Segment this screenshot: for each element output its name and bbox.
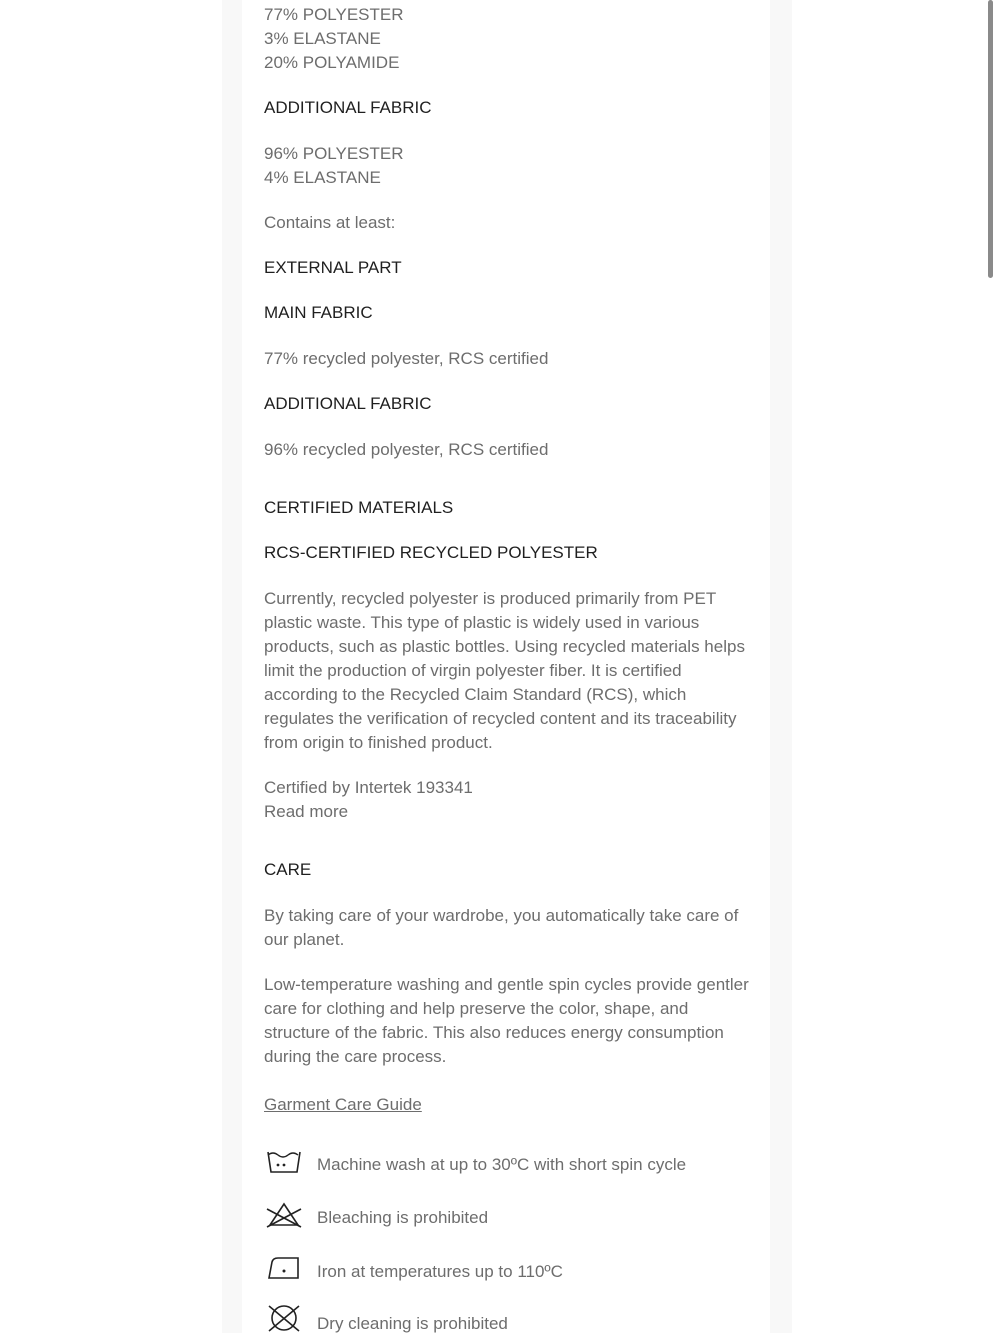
certified-materials-heading: CERTIFIED MATERIALS	[264, 498, 454, 517]
scrollbar-thumb[interactable]	[988, 0, 993, 278]
machine-wash-30-icon	[264, 1146, 304, 1182]
recycled-polyester-description: Currently, recycled polyester is produced primarily from PET plastic waste. This type of plastic is widely used in various products, such as plastic bottles. Using recycled materials helps limit the production of virgin polyester fiber. It is certified according to the Recycled Claim Standard (RCS), which regulates the verification of recycled content and its traceability from origin to finished product.	[264, 589, 745, 752]
care-instruction-text: Machine wash at up to 30ºC with short spin cycle	[317, 1155, 687, 1174]
additional-fabric-heading: ADDITIONAL FABRIC	[264, 98, 432, 117]
care-intro-text: By taking care of your wardrobe, you automatically take care of our planet.	[264, 906, 739, 949]
care-details-text: Low-temperature washing and gentle spin cycles provide gentler care for clothing and help preserve the color, shape, and structure of the fabric. This also reduces energy consumption during the care process.	[264, 975, 749, 1066]
contains-at-least-label: Contains at least:	[264, 213, 396, 232]
care-heading: CARE	[264, 860, 312, 879]
scrollbar[interactable]	[986, 0, 1000, 1333]
iron-110-icon	[264, 1252, 304, 1288]
composition-additional-line: 96% POLYESTER	[264, 144, 404, 163]
composition-main-line: 3% ELASTANE	[264, 29, 381, 48]
composition-additional-line: 4% ELASTANE	[264, 168, 381, 187]
main-fabric-heading: MAIN FABRIC	[264, 303, 373, 322]
certified-by-text: Certified by Intertek 193341	[264, 778, 473, 797]
no-bleach-icon	[264, 1199, 304, 1235]
care-instruction-text: Dry cleaning is prohibited	[317, 1314, 508, 1333]
additional-fabric-recycled-text: 96% recycled polyester, RCS certified	[264, 440, 549, 459]
main-fabric-recycled-text: 77% recycled polyester, RCS certified	[264, 349, 549, 368]
read-more-link[interactable]: Read more	[264, 802, 349, 821]
care-instruction-text: Iron at temperatures up to 110ºC	[317, 1262, 563, 1281]
garment-care-guide-link[interactable]: Garment Care Guide	[264, 1095, 422, 1114]
care-instruction-text: Bleaching is prohibited	[317, 1208, 489, 1227]
composition-main-line: 20% POLYAMIDE	[264, 53, 400, 72]
composition-main-line: 77% POLYESTER	[264, 5, 404, 24]
additional-fabric-heading-2: ADDITIONAL FABRIC	[264, 394, 432, 413]
external-part-heading: EXTERNAL PART	[264, 258, 402, 277]
no-dry-clean-icon	[264, 1302, 304, 1333]
rcs-recycled-polyester-heading: RCS-CERTIFIED RECYCLED POLYESTER	[264, 543, 598, 562]
